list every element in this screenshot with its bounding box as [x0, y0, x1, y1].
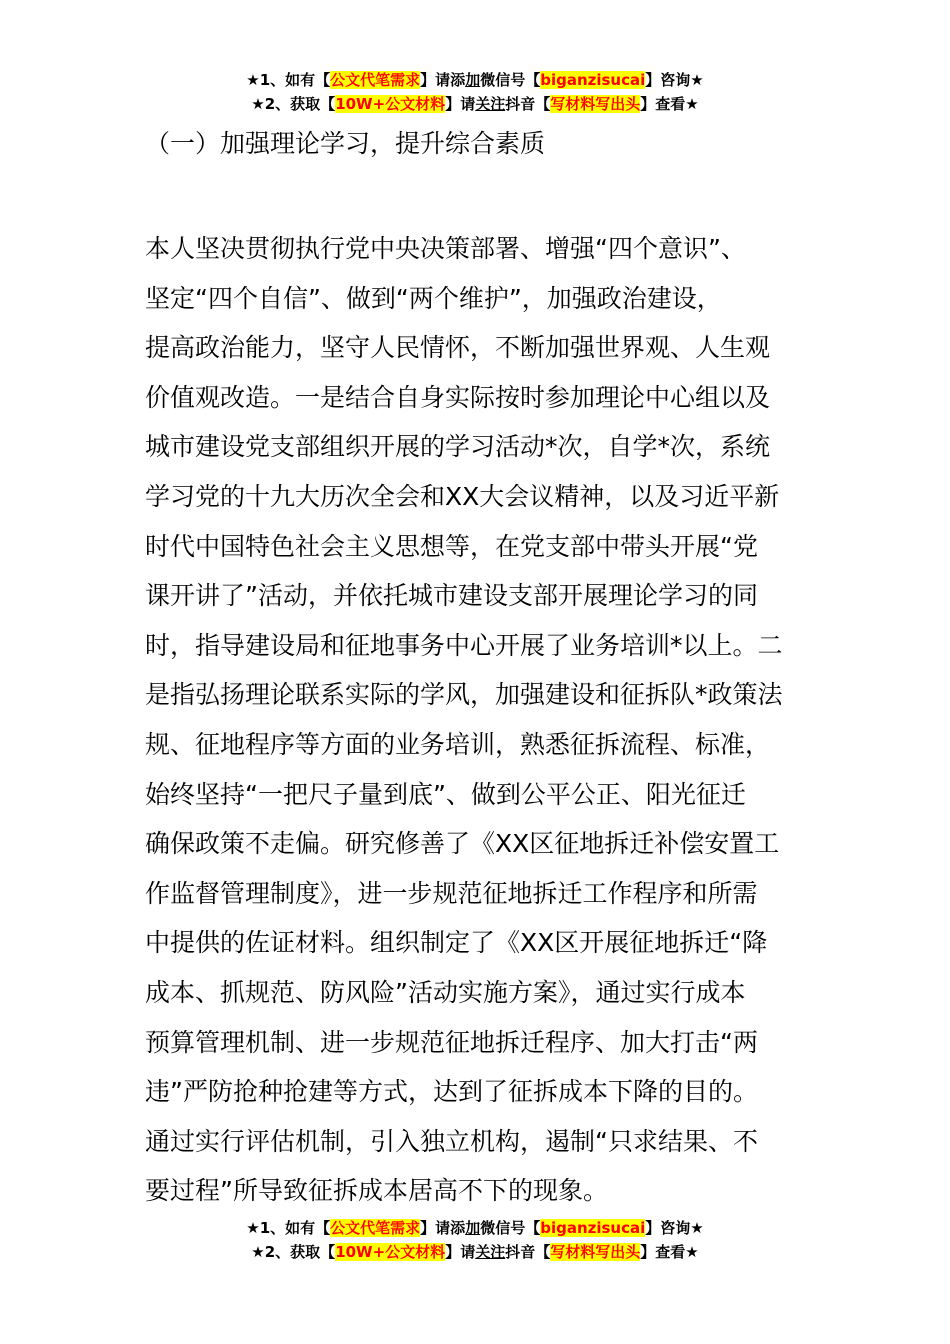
paragraph-line: 违”严防抢种抢建等方式，达到了征拆成本下降的目的。 [145, 1077, 758, 1107]
paragraph-line: 坚定“四个自信”、做到“两个维护”，加强政治建设， [145, 283, 722, 313]
paragraph-line: 作监督管理制度》，进一步规范征地拆迁工作程序和所需 [145, 878, 758, 908]
body-paragraph [145, 224, 815, 1216]
paragraph-line: 时，指导建设局和征地事务中心开展了业务培训*以上。二 [145, 630, 783, 660]
banner-line-1: ★1、如有【公文代笔需求】请添加微信号【biganzisucai】咨询★ [246, 71, 704, 89]
banner-line-1: ★1、如有【公文代笔需求】请添加微信号【biganzisucai】咨询★ [246, 1219, 704, 1237]
footer-banner [0, 1216, 950, 1264]
paragraph-line: 预算管理机制、进一步规范征地拆迁程序、加大打击“两 [145, 1027, 758, 1057]
paragraph-line: 成本、抓规范、防风险”活动实施方案》，通过实行成本 [145, 977, 746, 1007]
highlight-materials: 10W+公文材料 [335, 1243, 446, 1261]
paragraph-line: 通过实行评估机制，引入独立机构，遏制“只求结果、不 [145, 1126, 758, 1156]
paragraph-line: 是指弘扬理论联系实际的学风，加强建设和征拆队*政策法 [145, 680, 783, 710]
highlight-douyin-account: 写材料写出头 [550, 1243, 641, 1261]
paragraph-line: 始终坚持“一把尺子量到底”、做到公平公正、阳光征迁 [145, 779, 746, 809]
banner-line-2: ★2、获取【10W+公文材料】请关注抖音【写材料写出头】查看★ [251, 1243, 699, 1261]
paragraph-line: 价值观改造。一是结合自身实际按时参加理论中心组以及 [145, 382, 771, 412]
highlight-service: 公文代笔需求 [330, 71, 421, 89]
paragraph-line: 时代中国特色社会主义思想等，在党支部中带头开展“党 [145, 531, 758, 561]
paragraph-line: 提高政治能力，坚守人民情怀，不断加强世界观、人生观 [145, 333, 771, 363]
section-heading: （一）加强理论学习，提升综合素质 [145, 129, 546, 158]
highlight-wechat-id: biganzisucai [540, 1219, 646, 1237]
highlight-materials: 10W+公文材料 [335, 95, 446, 113]
highlight-douyin-account: 写材料写出头 [550, 95, 641, 113]
paragraph-line: 中提供的佐证材料。组织制定了《XX区开展征地拆迁“降 [145, 928, 768, 958]
highlight-wechat-id: biganzisucai [540, 71, 646, 89]
banner-line-2: ★2、获取【10W+公文材料】请关注抖音【写材料写出头】查看★ [251, 95, 699, 113]
highlight-service: 公文代笔需求 [330, 1219, 421, 1237]
paragraph-line: 城市建设党支部组织开展的学习活动*次，自学*次，系统 [145, 432, 771, 462]
paragraph-line: 要过程”所导致征拆成本居高不下的现象。 [145, 1176, 608, 1206]
paragraph-line: 课开讲了”活动，并依托城市建设支部开展理论学习的同 [145, 581, 758, 611]
paragraph-line: 确保政策不走偏。研究修善了《XX区征地拆迁补偿安置工 [145, 829, 780, 859]
paragraph-line: 规、征地程序等方面的业务培训，熟悉征拆流程、标准， [145, 729, 771, 759]
paragraph-line: 本人坚决贯彻执行党中央决策部署、增强“四个意识”、 [145, 234, 746, 263]
header-banner [0, 68, 950, 116]
paragraph-line: 学习党的十九大历次全会和XX大会议精神，以及习近平新 [145, 481, 780, 511]
